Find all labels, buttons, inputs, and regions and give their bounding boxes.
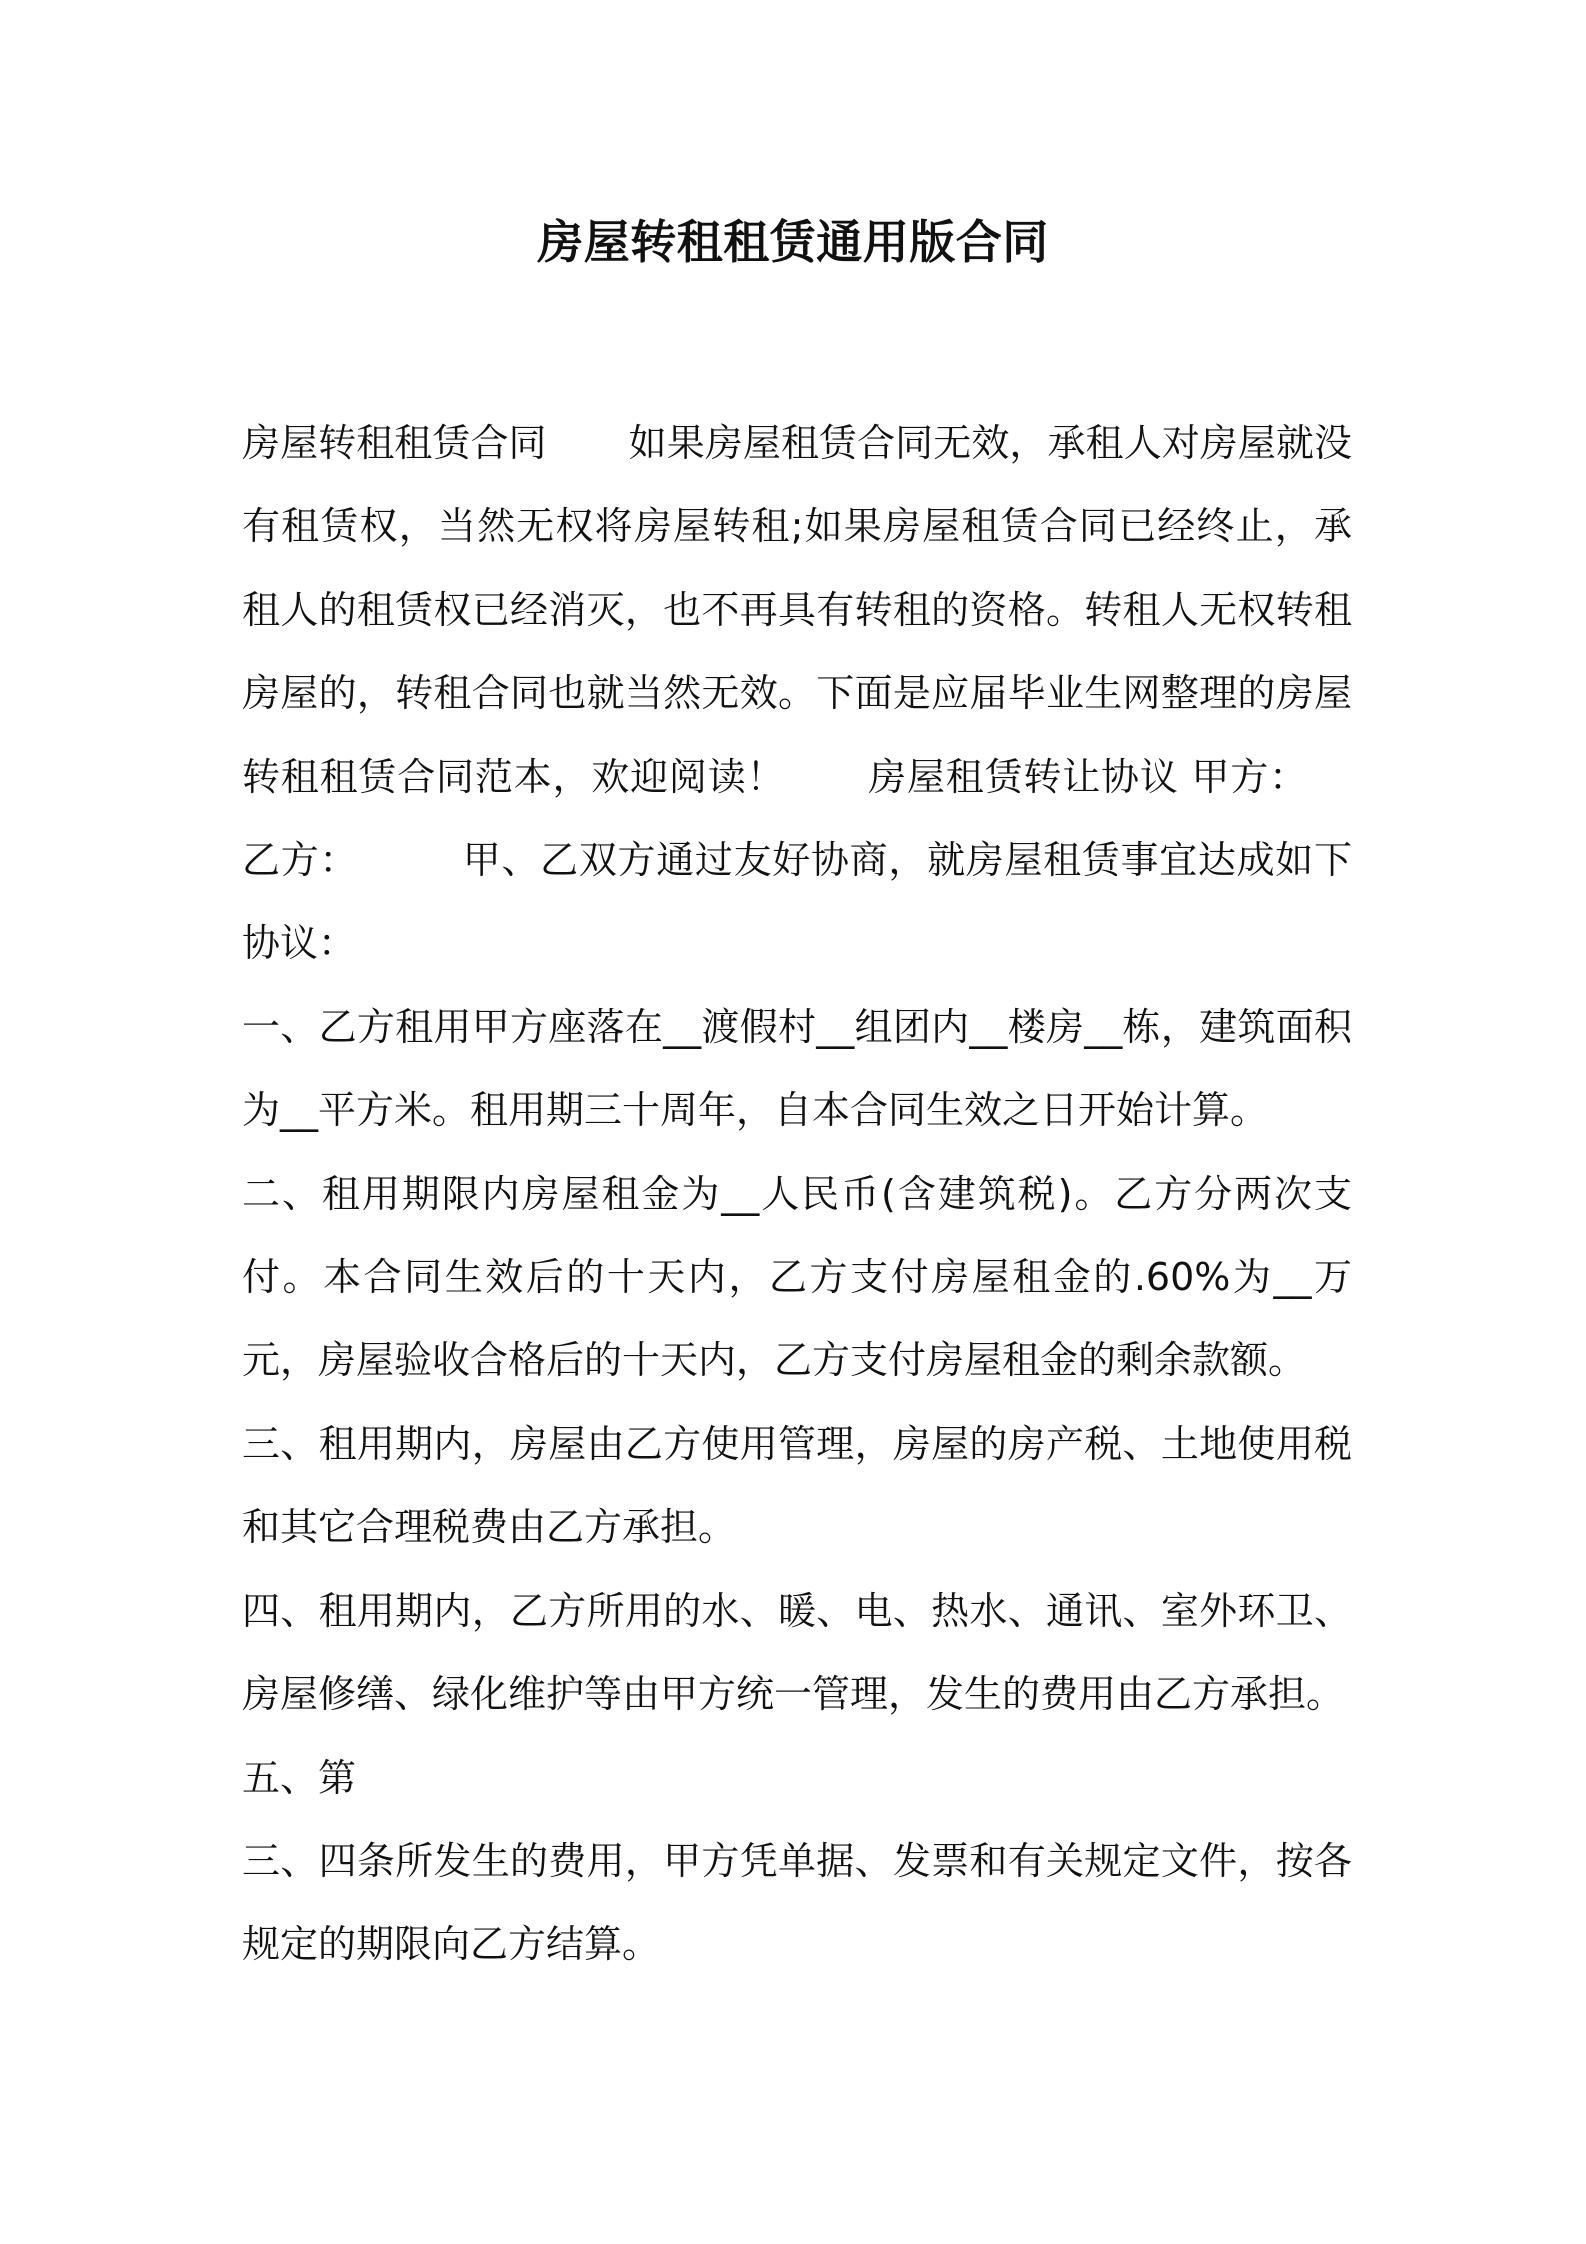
agreement-text: 甲、乙双方通过友好协商，就房屋租赁事宜达成如下协议：: [242, 838, 1352, 966]
clause-5: 五、第: [242, 1755, 357, 1800]
document-body: [242, 402, 1352, 1987]
clause-2: 二、租用期限内房屋租金为__人民币(含建筑税)。乙方分两次支付。本合同生效后的十天内，乙方支付房屋租金的.60%为__万元，房屋验收合格后的十天内，乙方支付房屋租金的剩余款额。: [242, 1171, 1352, 1383]
intro-text: 如果房屋租赁合同无效，承租人对房屋就没有租赁权，当然无权将房屋转租;如果房屋租赁合同已经终止，承租人的租赁权已经消灭，也不再具有转租的资格。转租人无权转租房屋的，转租合同也就当然无效。下面是应届毕业生网整理的房屋转租租赁合同范本，欢迎阅读！: [242, 421, 1352, 799]
document-title: 房屋转租租赁通用版合同: [537, 215, 1049, 269]
clause-3: 三、租用期内，房屋由乙方使用管理，房屋的房产税、土地使用税和其它合理税费由乙方承担。: [242, 1421, 1352, 1550]
clause-1: 一、乙方租用甲方座落在__渡假村__组团内__楼房__栋，建筑面积为__平方米。租用期三十周年，自本合同生效之日开始计算。: [242, 1004, 1352, 1133]
party-b-label: 乙方：: [242, 838, 359, 883]
clause-6: 三、四条所发生的费用，甲方凭单据、发票和有关规定文件，按各规定的期限向乙方结算。: [242, 1838, 1352, 1967]
agreement-title: 房屋租赁转让协议: [867, 754, 1179, 799]
intro-lead-title: 房屋转租租赁合同: [242, 421, 547, 465]
intro-paragraph: [242, 402, 1352, 986]
clause-4: 四、租用期内，乙方所用的水、暖、电、热水、通讯、室外环卫、房屋修缮、绿化维护等由甲方统一管理，发生的费用由乙方承担。: [242, 1588, 1352, 1717]
party-a-label: 甲方：: [1191, 754, 1308, 799]
